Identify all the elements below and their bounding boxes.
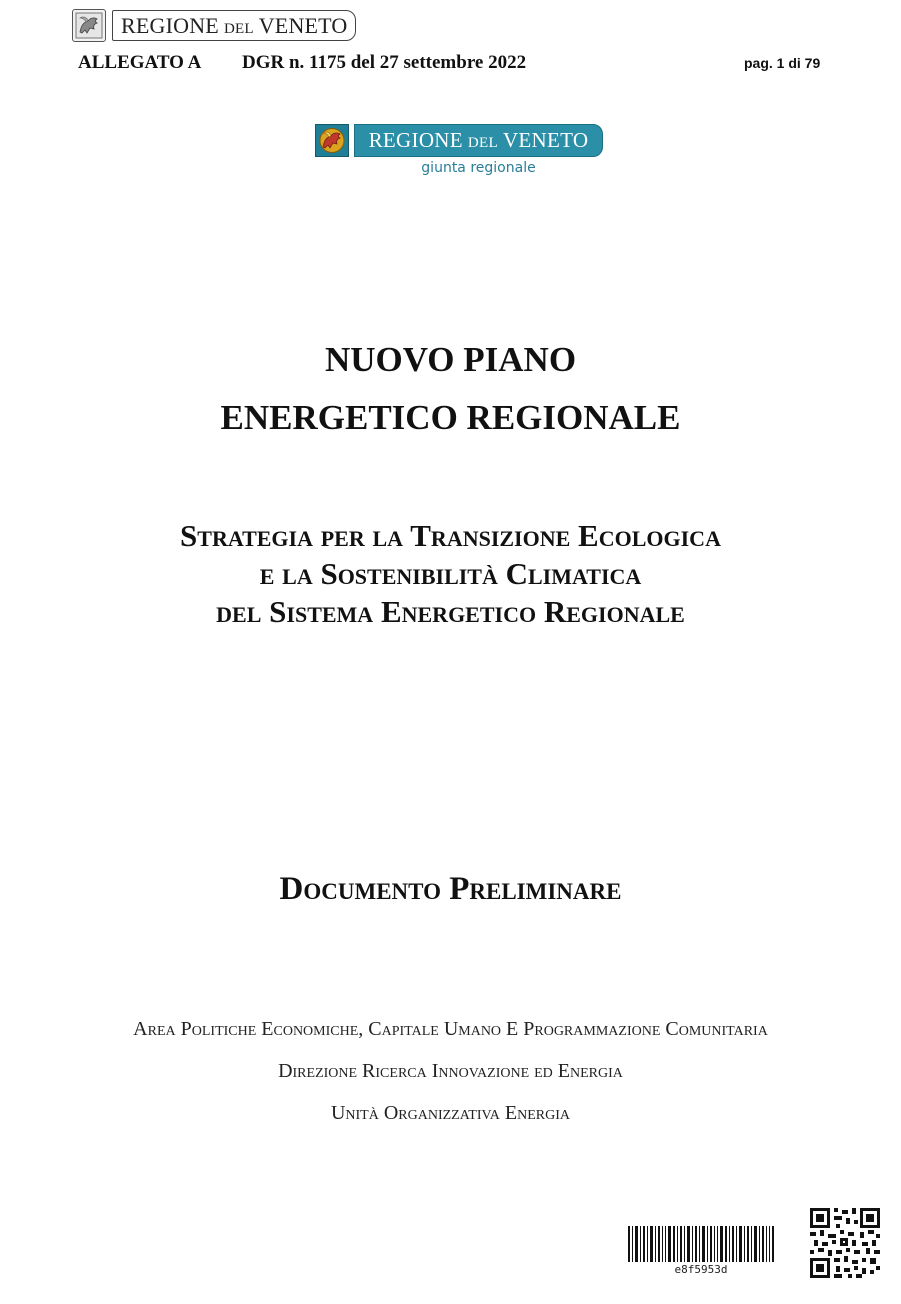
organization-direzione: Direzione Ricerca Innovazione ed Energia [278,1060,623,1082]
qr-code-icon [810,1208,880,1283]
stamp-word-regione: REGIONE [121,12,219,38]
stamp-word-del: del [223,12,254,38]
page-number: pag. 1 di 79 [744,55,821,71]
strategy-line-2: e la Sostenibilità Climatica [259,556,642,591]
document-title-line-2: ENERGETICO REGIONALE [220,398,681,437]
lion-of-st-mark-icon [315,124,349,157]
dgr-reference: DGR n. 1175 del 27 settembre 2022 [242,52,527,73]
barcode-icon [628,1226,774,1267]
barcode-code: e8f5953d [674,1263,728,1276]
stamp-word-veneto: VENETO [258,12,348,38]
strategy-line-3: del Sistema Energetico Regionale [216,594,685,629]
region-stamp [72,9,356,42]
stamp-label [112,10,356,41]
strategy-line-1: Strategia per la Transizione Ecologica [180,518,721,553]
organization-unita: Unità Organizzativa Energia [330,1102,571,1124]
lion-of-st-mark-icon [72,9,106,42]
logo-subtitle: giunta regionale [421,160,536,176]
document-type: Documento Preliminare [279,871,622,907]
logo-word-regione: REGIONE [368,128,463,152]
logo-word-del: del [467,128,498,152]
document-title-line-1: NUOVO PIANO [324,340,577,379]
allegato-label: ALLEGATO A [78,52,202,73]
logo-banner [354,124,603,157]
logo-word-veneto: VENETO [502,128,589,152]
regione-veneto-logo [315,124,603,176]
organization-area: Area Politiche Economiche, Capitale Umano E Programmazione Comunitaria [133,1018,768,1040]
